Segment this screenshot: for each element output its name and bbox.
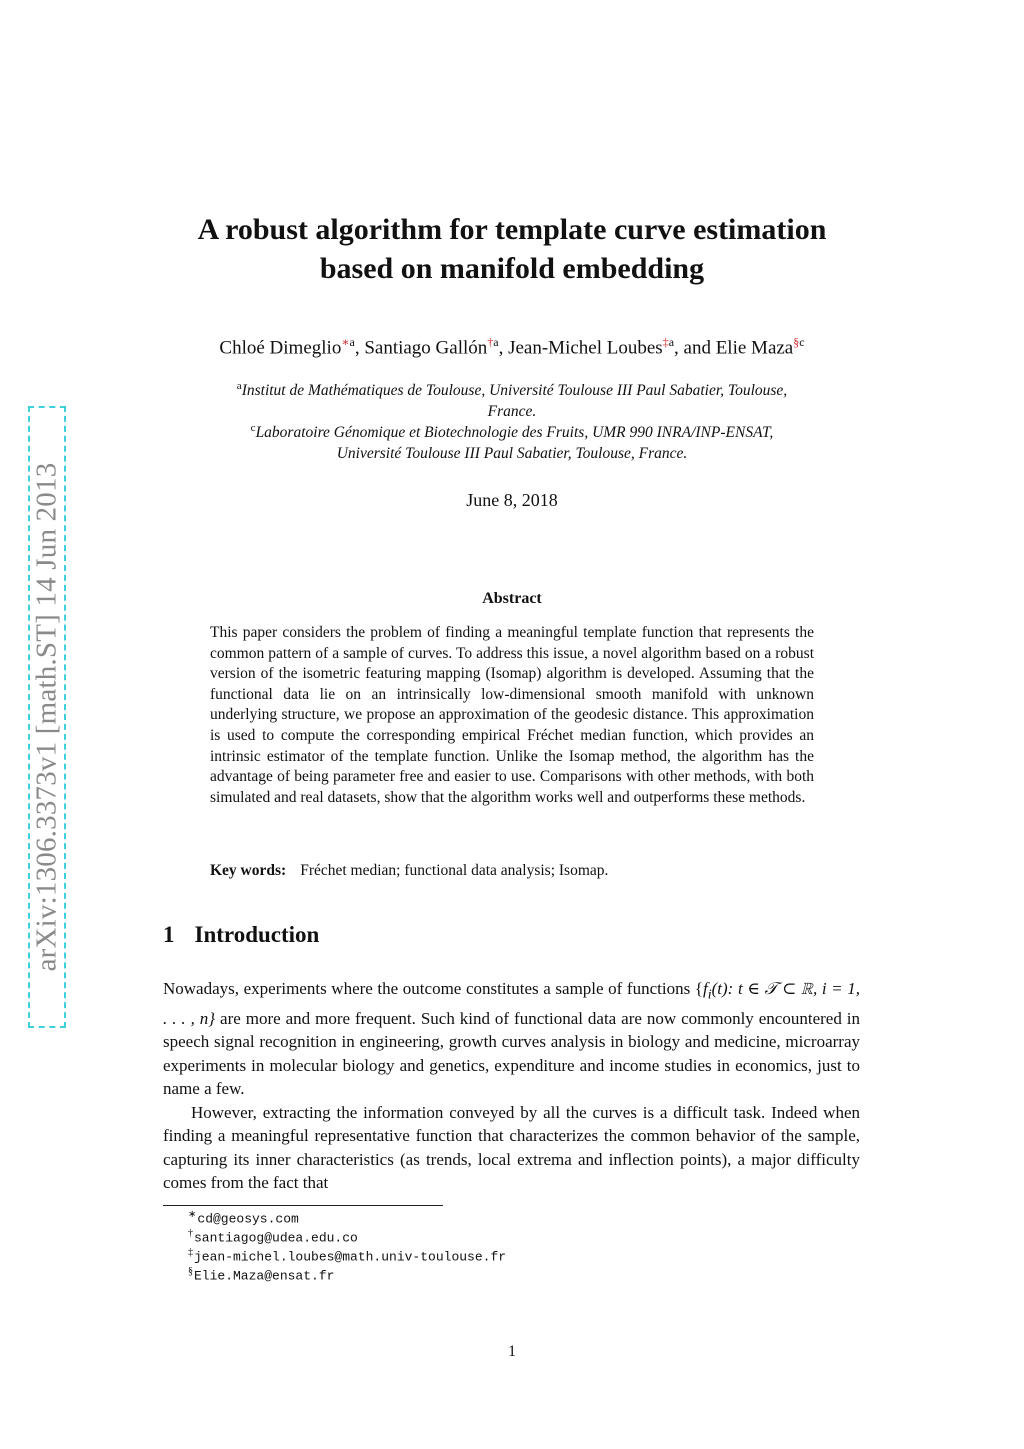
affiliation-key: a xyxy=(236,380,242,392)
footnote-2 xyxy=(188,1228,358,1245)
footnote-email[interactable]: Elie.Maza@ensat.fr xyxy=(194,1268,335,1284)
arxiv-id-label: arXiv:1306.3373v1 [math.ST] 14 Jun 2013 xyxy=(30,462,63,972)
intro-paragraph-2: However, extracting the information conveyed by all the curves is a difficult task. Indeed when finding a meaningful representative function that characterizes the common behavior of the sample, capturing its inner characteristics (as trends, local extrema and inflection points), a major difficulty comes from the fact that xyxy=(163,1103,860,1193)
footnote-email[interactable]: santiagog@udea.edu.co xyxy=(194,1230,358,1246)
affiliation-key: c xyxy=(799,335,805,349)
footnote-1 xyxy=(188,1209,299,1226)
paper-title-line-1: A robust algorithm for template curve estimation xyxy=(197,213,827,246)
abstract-text: This paper considers the problem of finding a meaningful template function that represents the common pattern of a sample of curves. To address this issue, a novel algorithm based on a robust version of the isometric featuring mapping (Isomap) algorithm is developed. Assuming that the functional data lie on an intrinsically low-dimensional smooth manifold with unknown underlying structure, we propose an approximation of the geodesic distance. This approximation is used to compute the corresponding empirical Fréchet median function, which provides an intrinsic estimator of the template function. Unlike the Isomap method, the algorithm has the advantage of being parameter free and easier to use. Comparisons with other methods, with both simulated and real datasets, show that the algorithm works well and outperforms these methods. xyxy=(210,624,814,806)
intro-paragraph-1 xyxy=(163,977,860,1100)
footnote-4 xyxy=(188,1266,334,1283)
affiliation-c xyxy=(150,418,874,464)
footnote-mark[interactable]: § xyxy=(793,335,800,349)
author-name: Elie Maza xyxy=(715,337,794,359)
paragraph-text: Nowadays, experiments where the outcome constitutes a sample of functions { xyxy=(163,979,703,998)
author-separator: , and xyxy=(674,337,716,359)
author-separator: , xyxy=(354,337,365,359)
section-title: Introduction xyxy=(194,922,320,947)
affiliation-line: France. xyxy=(487,402,537,420)
page-number: 1 xyxy=(508,1343,516,1360)
math-symbol: f xyxy=(702,979,708,998)
affiliation-line: Institut de Mathématiques de Toulouse, Université Toulouse III Paul Sabatier, Toulouse, xyxy=(241,382,788,400)
keywords-line xyxy=(210,862,608,880)
affiliation-key: c xyxy=(250,422,256,434)
footnote-mark[interactable]: † xyxy=(487,335,494,349)
abstract-heading: Abstract xyxy=(482,590,542,607)
affiliation-key: a xyxy=(349,335,355,349)
paper-date: June 8, 2018 xyxy=(466,490,558,510)
keywords-text: Fréchet median; functional data analysis; Isomap. xyxy=(300,862,609,879)
affiliation-key: a xyxy=(493,335,499,349)
author-list xyxy=(0,335,1024,359)
section-heading xyxy=(163,922,319,948)
affiliation-a xyxy=(150,376,874,422)
affiliation-key: a xyxy=(668,335,675,349)
footnote-email[interactable]: jean-michel.loubes@math.univ-toulouse.fr xyxy=(194,1249,507,1265)
math-subscript: i xyxy=(707,986,712,1003)
footnote-mark: † xyxy=(188,1228,193,1239)
author-name: Chloé Dimeglio xyxy=(219,337,342,359)
paper-title-line-2: based on manifold embedding xyxy=(319,252,705,285)
footnote-mark[interactable]: ∗ xyxy=(341,335,350,349)
keywords-label: Key words: xyxy=(210,862,287,879)
footnote-mark: ‡ xyxy=(188,1247,193,1258)
footnote-mark: § xyxy=(188,1266,193,1277)
author-name: Jean-Michel Loubes xyxy=(508,337,663,359)
math-expression: (t): t ∈ 𝒯 ⊂ ℝ, i = 1, . . . , n} xyxy=(163,979,860,1028)
footnote-mark: ∗ xyxy=(188,1209,197,1220)
section-number: 1 xyxy=(163,922,175,947)
footnote-email[interactable]: cd@geosys.com xyxy=(197,1211,299,1227)
footnote-mark[interactable]: ‡ xyxy=(662,335,669,349)
footnote-3 xyxy=(188,1247,506,1264)
affiliation-line: Université Toulouse III Paul Sabatier, Toulouse, France. xyxy=(336,444,688,462)
footnote-divider xyxy=(163,1205,443,1206)
author-name: Santiago Gallón xyxy=(364,337,488,359)
author-separator: , xyxy=(498,337,509,359)
affiliation-line: Laboratoire Génomique et Biotechnologie des Fruits, UMR 990 INRA/INP-ENSAT, xyxy=(255,424,774,442)
paragraph-text: are more and more frequent. Such kind of functional data are now commonly encountered in speech signal recognition in engineering, growth curves analysis in biology and medicine, microarray experiments in molecular biology and genetics, expenditure and income studies in economics, just to name a few. xyxy=(163,1008,860,1099)
